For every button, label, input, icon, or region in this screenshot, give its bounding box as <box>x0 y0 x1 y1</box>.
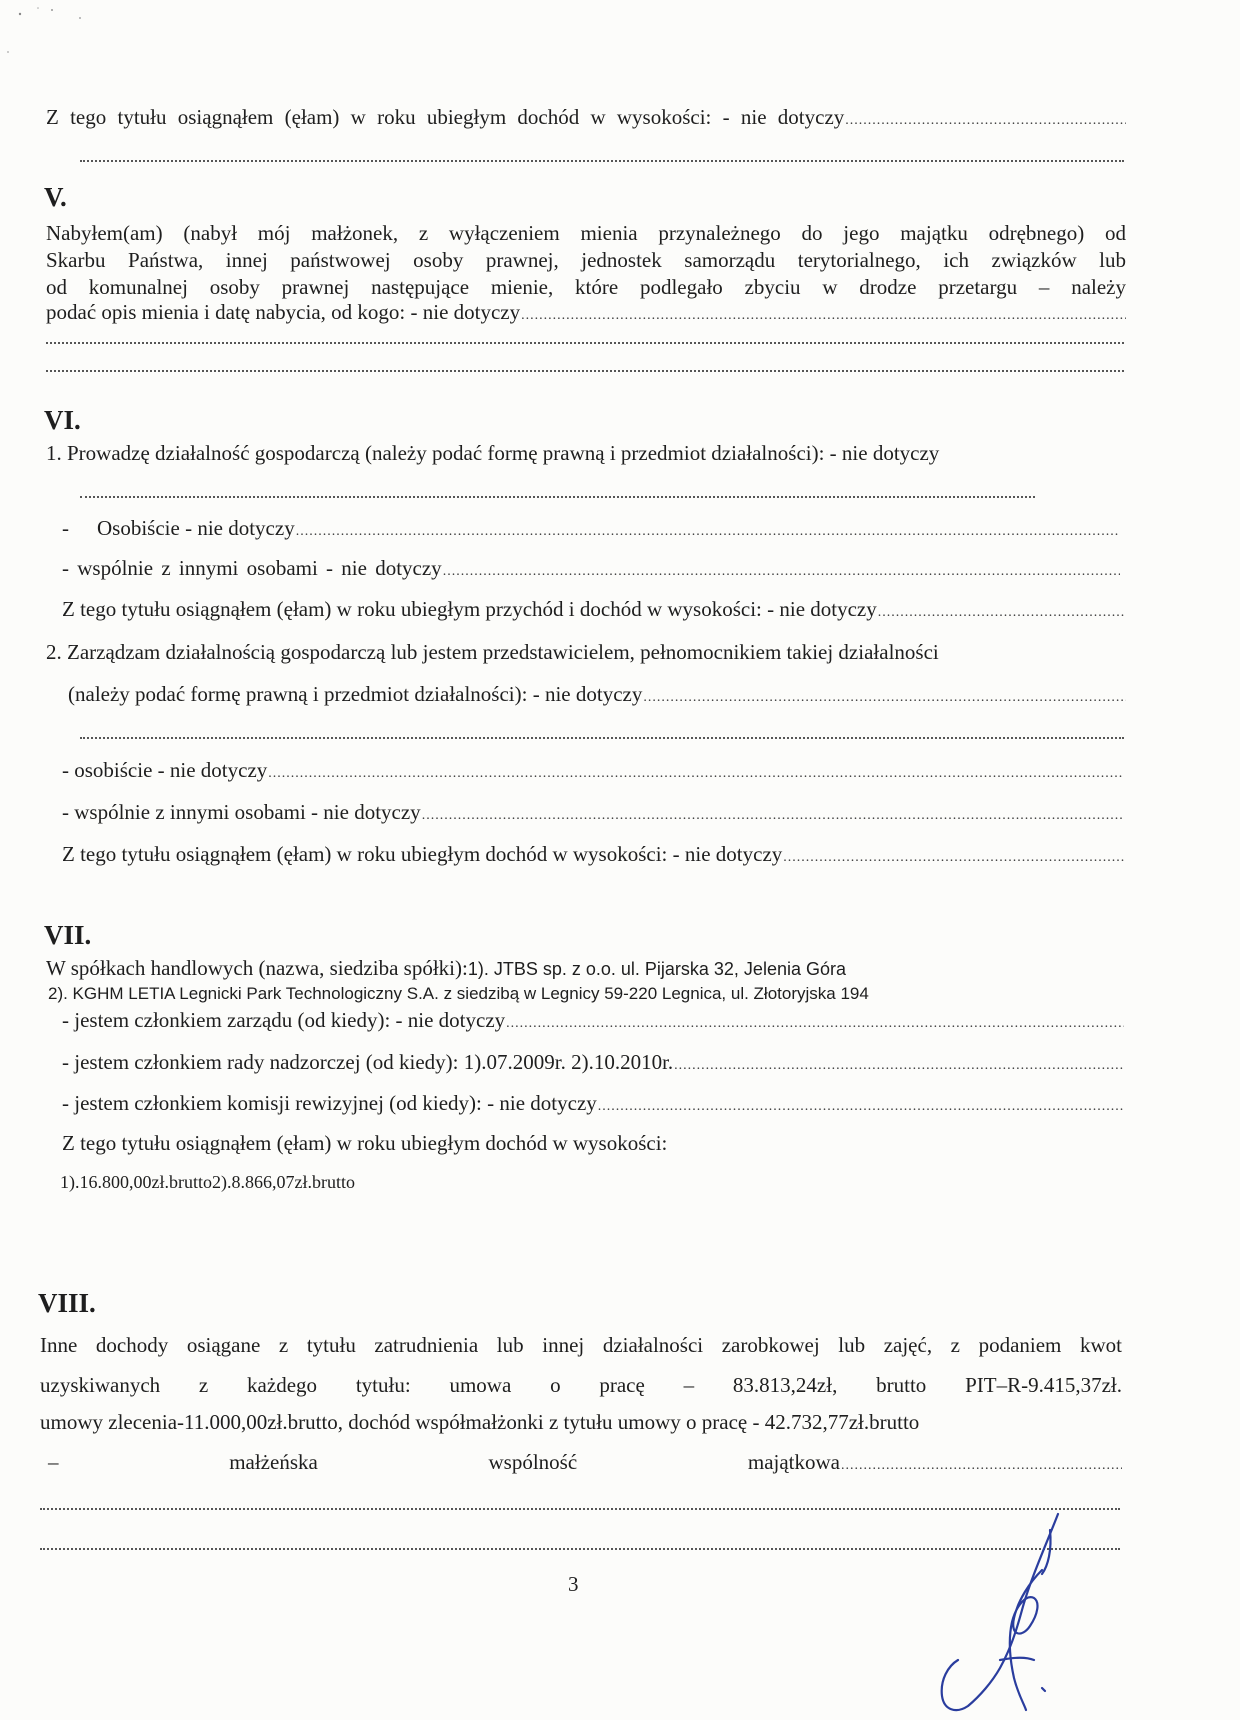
s6-p1-joint: - wspólnie z innymi osobami - nie dotyczy ..... <box>62 556 1120 581</box>
s6-p2: 2. Zarządzam działalnością gospodarczą lub jestem przedstawicielem, pełnomocnikiem takiej działalności <box>46 640 939 664</box>
section-viii-heading: VIII. <box>38 1288 96 1318</box>
s6-p1-income: Z tego tytułu osiągnąłem (ęłam) w roku ubiegłym przychód i dochód w wysokości: - nie dotyczy ..... <box>62 597 1126 622</box>
section-vi-heading: VI. <box>44 405 81 435</box>
s6-p2-joint: - wspólnie z innymi osobami - nie dotyczy ..... <box>62 800 1122 825</box>
s4-income-line: Z tego tytułu osiągnąłem (ęłam) w roku ubiegłym dochód w wysokości: - nie dotyczy ..... <box>46 105 1126 130</box>
section-v-heading: V. <box>44 182 67 212</box>
s6-p2-personal: - osobiście - nie dotyczy ..... <box>62 758 1122 783</box>
s6-p1-personal: - Osobiście - nie dotyczy ..... <box>62 516 1120 541</box>
s6-p2-cont: (należy podać formę prawną i przedmiot działalności): - nie dotyczy ..... <box>68 682 1126 707</box>
s7-supervisory: - jestem członkiem rady nadzorczej (od kiedy): 1).07.2009r. 2).10.2010r. ..... <box>62 1050 1124 1075</box>
s7-audit: - jestem członkiem komisji rewizyjnej (od kiedy): - nie dotyczy ..... <box>62 1091 1124 1116</box>
blank-dotted-line <box>46 340 1124 344</box>
s6-p2-income: Z tego tytułu osiągnąłem (ęłam) w roku ubiegłym dochód w wysokości: - nie dotyczy ..... <box>62 842 1124 867</box>
blank-dotted-line <box>46 368 1124 372</box>
blank-dotted-line <box>80 735 1124 739</box>
section-viii-text: Inne dochody osiągane z tytułu zatrudnienia lub innej działalności zarobkowej lub zajęć, z podaniem kwot uzyskiwanych z każdego tytułu: umowa o pracę – 83.813,24zł, brutto PIT–R-9.415,37zł. <box>40 1333 1122 1397</box>
s7-intro: W spółkach handlowych (nazwa, siedziba spółki): 1). JTBS sp. z o.o. ul. Pijarska 32, Jelenia Góra <box>46 956 846 980</box>
page-number: 3 <box>568 1572 579 1596</box>
blank-dotted-line <box>80 494 1035 498</box>
s7-amounts: 1).16.800,00zł.brutto2).8.866,07zł.brutto <box>60 1172 355 1192</box>
s7-income: Z tego tytułu osiągnąłem (ęłam) w roku ubiegłym dochód w wysokości: <box>62 1131 668 1155</box>
scan-artifact <box>0 0 90 70</box>
section-vii-heading: VII. <box>44 920 92 950</box>
s6-p1: 1. Prowadzę działalność gospodarczą (należy podać formę prawną i przedmiot działalności): - nie dotyczy <box>46 441 940 465</box>
s7-board: - jestem członkiem zarządu (od kiedy): - nie dotyczy ..... <box>62 1008 1124 1033</box>
s8-line3: umowy zlecenia-11.000,00zł.brutto, dochód współmałżonki z tytułu umowy o pracę - 42.732,77zł.brutto <box>40 1410 920 1434</box>
section-v-text: Nabyłem(am) (nabył mój małżonek, z wyłączeniem mienia przynależnego do jego majątku odrębnego) od Skarbu Państwa, innej państwowej osoby prawnej, jednostek samorządu terytorialnego, ich związków lub od komunalnej osoby prawnej następujące mienie, które podlegało zbyciu w drodze przetargu – należy <box>46 221 1126 299</box>
s7-company2: 2). KGHM LETIA Legnicki Park Technologiczny S.A. z siedzibą w Legnicy 59-220 Legnica, ul. Złotoryjska 194 <box>48 984 869 1003</box>
signature-image <box>930 1510 1090 1720</box>
blank-dotted-line <box>80 158 1124 162</box>
s5-last-line: podać opis mienia i datę nabycia, od kogo: - nie dotyczy ..... <box>46 300 1126 325</box>
s8-property-line: – małżeńska wspólność majątkowa ..... <box>40 1450 1122 1475</box>
